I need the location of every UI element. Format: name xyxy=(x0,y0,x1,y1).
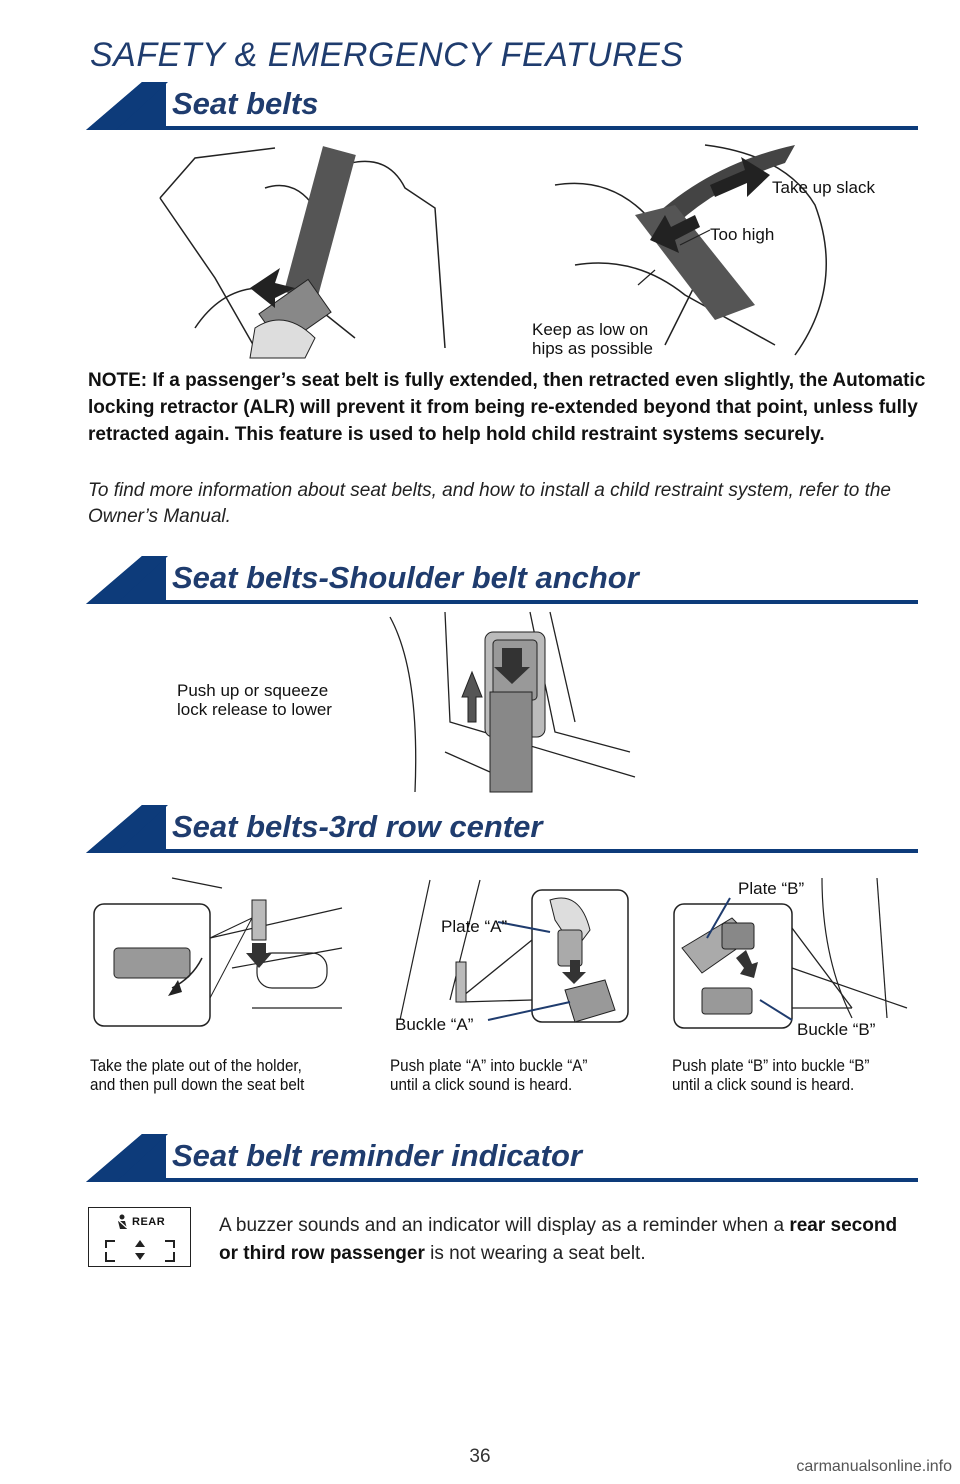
illustration-plate-holder xyxy=(92,878,342,1038)
caption-step-1-line1: Take the plate out of the holder, xyxy=(90,1057,302,1075)
section-title-third-row: Seat belts-3rd row center xyxy=(172,809,543,844)
indicator-rear-label: REAR xyxy=(132,1216,166,1228)
section-header-third-row xyxy=(86,805,918,853)
reminder-description xyxy=(219,1212,919,1268)
label-keep-low-line2: hips as possible xyxy=(532,339,653,358)
watermark: carmanualsonline.info xyxy=(796,1458,952,1475)
reminder-text-before: A buzzer sounds and an indicator will display as a reminder when a xyxy=(219,1215,790,1236)
rear-seatbelt-indicator xyxy=(88,1207,191,1267)
label-plate-a: Plate “A” xyxy=(441,917,508,936)
caption-step-2-line2: until a click sound is heard. xyxy=(390,1076,573,1094)
section-header-shoulder-anchor xyxy=(86,556,918,604)
label-plate-b: Plate “B” xyxy=(738,879,805,898)
section-title-reminder: Seat belt reminder indicator xyxy=(172,1138,582,1173)
caption-step-3-line2: until a click sound is heard. xyxy=(672,1076,855,1094)
section-header-seat-belts xyxy=(86,82,918,130)
page-header: SAFETY & EMERGENCY FEATURES xyxy=(90,36,684,74)
reminder-text-after: is not wearing a seat belt. xyxy=(424,1243,646,1264)
caption-step-2-line1: Push plate “A” into buckle “A” xyxy=(390,1057,588,1075)
seat-belt-info: To find more information about seat belts, and how to install a child restraint system, refer to the Owner’s Manual. xyxy=(88,480,891,527)
reminder-text-bold: rear second or third row passenger xyxy=(219,1215,898,1264)
illustration-buckle-belt xyxy=(155,148,445,358)
seat-belt-note: NOTE: If a passenger’s seat belt is fully extended, then retracted even slightly, the Automatic locking retractor (ALR) will prevent it from being re-extended beyond that point, unless fully retracted again. This feature is used to help hold child restraint systems securely. xyxy=(88,370,926,445)
label-buckle-b: Buckle “B” xyxy=(797,1020,876,1039)
seat-position-icons xyxy=(105,1238,175,1264)
page-number: 36 xyxy=(469,1446,491,1467)
label-buckle-a: Buckle “A” xyxy=(395,1015,474,1034)
label-take-up-slack: Take up slack xyxy=(772,178,875,197)
illustration-plate-b xyxy=(672,878,912,1038)
label-push-up-line1: Push up or squeeze xyxy=(177,681,329,700)
illustration-shoulder-anchor xyxy=(390,612,640,792)
section-header-reminder xyxy=(86,1134,918,1182)
section-title-seat-belts: Seat belts xyxy=(172,86,319,121)
passenger-seatbelt-icon xyxy=(115,1214,129,1230)
illustration-plate-a xyxy=(390,880,630,1030)
label-too-high: Too high xyxy=(710,225,775,244)
section-title-shoulder-anchor: Seat belts-Shoulder belt anchor xyxy=(172,560,639,595)
caption-step-3-line1: Push plate “B” into buckle “B” xyxy=(672,1057,870,1075)
label-push-up-line2: lock release to lower xyxy=(177,700,332,719)
caption-step-1-line2: and then pull down the seat belt xyxy=(90,1076,305,1094)
label-keep-low-line1: Keep as low on xyxy=(532,320,649,339)
